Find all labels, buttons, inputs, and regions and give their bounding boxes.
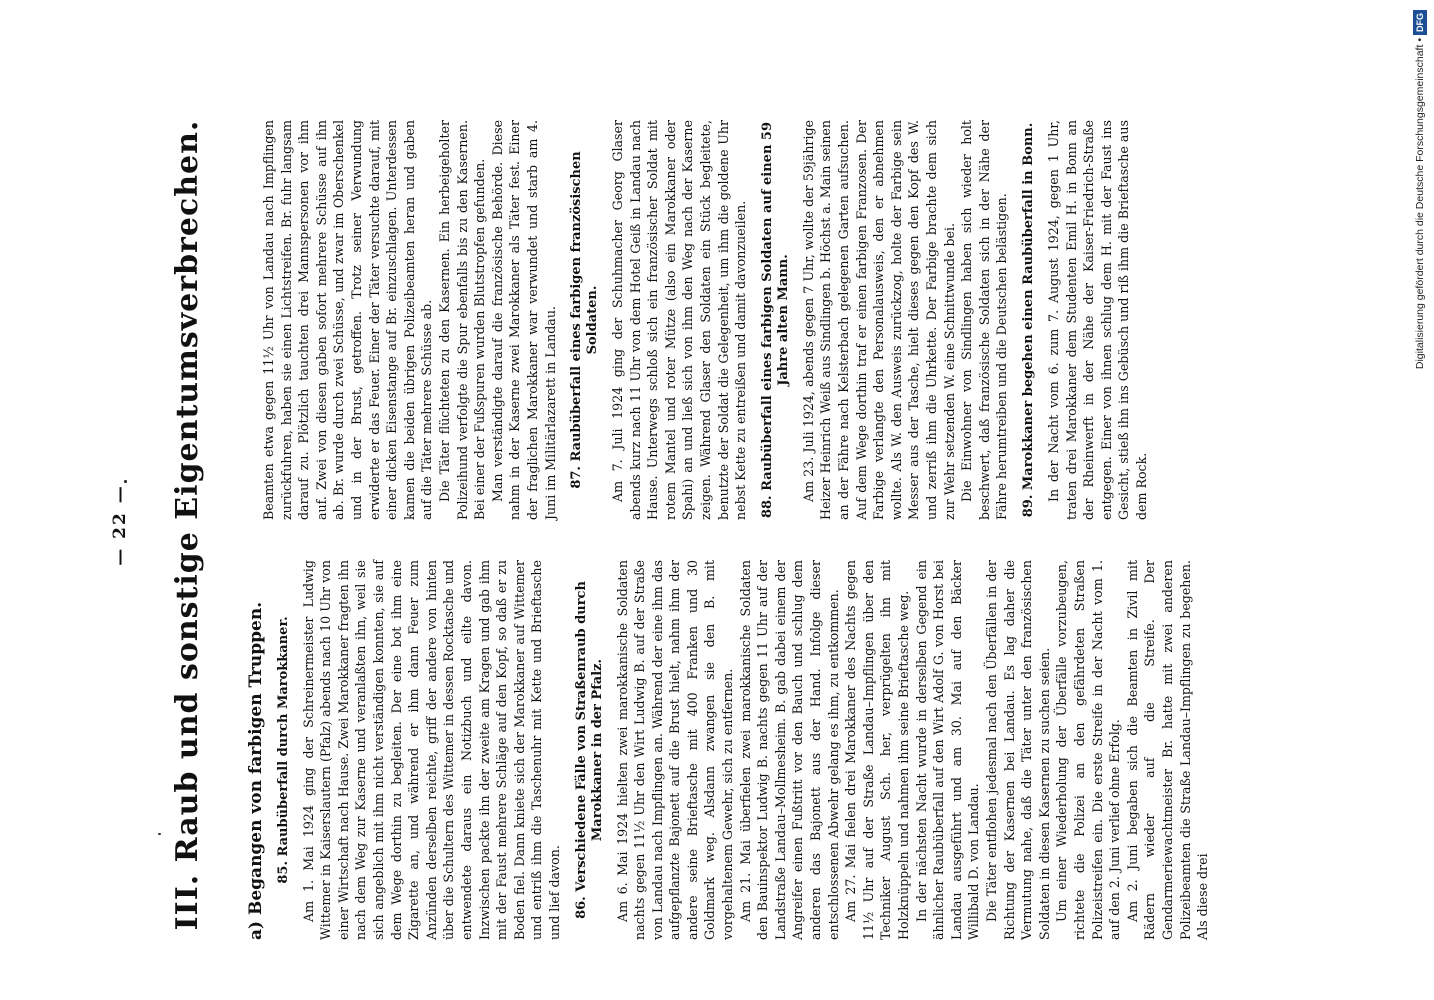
case-86-paragraph: Am 2. Juni begaben sich die Beamten in Zivil mit Rädern wieder auf die Streife. Der Gendarmeriewachtmeister Br. hatte mit zwei anderen Polizeibeamten die Straße Landau–Impflingen zu begehen. Als diese drei xyxy=(1124,560,1211,940)
case-88-heading: 88. Raubüberfall eines farbigen Soldaten auf einen 59 Jahre alten Mann. xyxy=(759,121,791,519)
chapter-title: III. Raub und sonstige Eigentumsverbrechen. xyxy=(170,119,205,931)
case-86-heading: 86. Verschiedene Fälle von Straßenraub durch Marokkaner in der Pfalz. xyxy=(573,581,605,919)
case-88-text: Die Einwohner von Sindlingen haben sich wieder holt beschwert, daß französische Soldaten sich in der Nähe der Fähre herumtreiben und die Deutschen belästigen. xyxy=(959,120,1010,520)
page-number: — 22 — xyxy=(110,484,130,566)
case-86-paragraph: Am 6. Mai 1924 hielten zwei marokkanische Soldaten nachts gegen 11½ Uhr den Wirt Ludwig B. auf der Straße von Landau nach Impflingen an. Während der eine ihm das aufgepflanzte Bajonett auf die Brust hielt, nahm ihm der andere seine Brieftasche mit 400 Franken und 30 Goldmark weg. Alsdann zwangen sie den B. mit vorgehaltenem Gewehr, sich zu entfernen. xyxy=(614,560,736,940)
scan-speck xyxy=(158,833,161,835)
case-86-paragraph: Die Täter entflohen jedesmal nach den Überfällen in der Richtung der Kasernen bei Landau. Es lag daher die Vermutung nahe, daß die Täter unter den französischen Soldaten in diesen Kasernen zu suchen seien. xyxy=(983,560,1052,940)
dfg-logo: DFG xyxy=(1413,10,1427,35)
case-89-text: In der Nacht vom 6. zum 7. August 1924, gegen 1 Uhr, traten drei Marokkaner dem Studenten Emil H. in Bonn an der Rheinwerft in der Nähe der Kaiser-Friedrich-Straße entgegen. Einer von ihnen schlug dem H. mit der Faust ins Gesicht, stieß ihn ins Gebüsch und riß ihm die Brieftasche aus dem Rock. xyxy=(1045,120,1149,520)
case-86-paragraph: Beamten etwa gegen 11½ Uhr von Landau nach Impflingen zurückfuhren, haben sie einen Lichtstreifen. Br. fuhr langsam darauf zu. Plötzlich tauchten drei Mannspersonen vor ihm auf. Zwei von diesen gaben sofort mehrere Schüsse auf ihn ab. Br. wurde durch zwei Schüsse, und zwar im Oberschenkel und in der Brust, getroffen. Trotz seiner Verwundung erwiderte er das Feuer. Einer der Täter versuchte darauf, mit einer dicken Eisenstange auf Br. einzuschlagen. Unterdessen kamen die beiden übrigen Polizeibeamten heran und gaben auf die Täter mehrere Schüsse ab. xyxy=(261,120,435,520)
section-heading: a) Begangen von farbigen Truppen. xyxy=(246,601,266,940)
case-86-paragraph: Am 21. Mai überfielen zwei marokkanische Soldaten den Bauinspektor Ludwig B. nachts gegen 11 Uhr auf der Landstraße Landau–Mollmesheim. B. gab dabei einem der Angreifer einen Fußtritt vor den Bauch und schlug dem anderen das Bajonett aus der Hand. Infolge dieser entschlossenen Abwehr gelang es ihm, zu entkommen. xyxy=(737,560,841,940)
case-86-paragraph: Man verständigte darauf die französische Behörde. Diese nahm in der Kaserne zwei Marokkaner als Täter fest. Einer der fraglichen Marokkaner war verwundet und starb am 4. Juni im Militärlazarett in Landau. xyxy=(489,120,558,520)
case-85-heading: 85. Raubüberfall durch Marokkaner. xyxy=(275,616,291,884)
rotated-book-page xyxy=(110,90,1270,960)
case-89-heading: 89. Marokkaner begehen einen Raubüberfall in Bonn. xyxy=(1020,122,1036,518)
case-85-text: Am 1. Mai 1924 ging der Schreinermeister Ludwig Wittemer in Kaiserslautern (Pfalz) abends nach 10 Uhr von einer Wirtschaft nach Hause. Zwei Marokkaner fragten ihn nach dem Weg zur Kaserne und veranlaßten ihn, weil sie sich angeblich mit ihm nicht verständigen konnten, sie auf dem Wege dorthin zu begleiten. Der eine bot ihm eine Zigarette an, und während er ihm dann Feuer zum Anzünden derselben reichte, griff der andere von hinten über die Schultern des Wittemer in dessen Rocktasche und entwendete daraus ein Notizbuch und eilte davon. Inzwischen packte ihn der zweite am Kragen und gab ihm mit der Faust mehrere Schläge auf den Kopf, so daß er zu Boden fiel. Dann kniete sich der Marokkaner auf Wittemer und entriß ihm die Taschenuhr mit Kette und Brieftasche und lief davon. xyxy=(300,560,562,940)
case-86-paragraph: Die Täter flüchteten zu den Kasernen. Ein herbeigeholter Polizeihund verfolgte die Spur ebenfalls bis zu den Kasernen. Bei einer der Fußspuren wurden Blutstropfen gefunden. xyxy=(436,120,488,520)
case-88-text: Am 23. Juli 1924, abends gegen 7 Uhr, wollte der 59jährige Heizer Heinrich Weiß aus Sindlingen b. Höchst a. Main seinen an der Fähre nach Kelsterbach gelegenen Garten aufsuchen. Auf dem Wege dorthin traf er einen farbigen Franzosen. Der Farbige verlangte den Personalausweis, den er abnehmen wollte. Als W. den Ausweis zurückzog, holte der Farbige sein Messer aus der Tasche, hielt dieses gegen den Kopf des W. und zerriß ihm die Uhrkette. Der Farbige brachte dem sich zur Wehr setzenden W. eine Schnittwunde bei. xyxy=(800,120,957,520)
case-86-paragraph: Um einer Wiederholung der Überfälle vorzubeugen, richtete die Polizei an den gefährdeten Straßen Polizeistreifen ein. Die erste Streife in der Nacht vom 1. auf den 2. Juni verlief ohne Erfolg. xyxy=(1054,560,1123,940)
case-86-paragraph: In der nächsten Nacht wurde in derselben Gegend ein ähnlicher Raubüberfall auf den Wirt Adolf G. von Horst bei Landau ausgeführt und am 30. Mai auf den Bäcker Willibald D. von Landau. xyxy=(913,560,982,940)
case-87-text: Am 7. Juli 1924 ging der Schuhmacher Georg Glaser abends kurz nach 11 Uhr von dem Hotel Geiß in Landau nach Hause. Unterwegs schloß sich ein französischer Soldat mit rotem Mantel und roter Mütze (also ein Marokkaner oder Spahi) an und ließ sich von ihm den Weg nach der Kaserne zeigen. Während Glaser den Soldaten ein Stück begleitete, benutzte der Soldat die Gelegenheit, um ihm die goldene Uhr nebst Kette zu entreißen und damit davonzueilen. xyxy=(610,120,749,520)
case-86-paragraph: Am 27. Mai fielen drei Marokkaner des Nachts gegen 11½ Uhr auf der Straße Landau–Impflingen über den Techniker August Sch. her, verprügelten ihn mit Holzknüppeln und nahmen ihm seine Brieftasche weg. xyxy=(843,560,911,940)
scan-speck xyxy=(124,480,127,483)
digitization-credit xyxy=(1412,10,1428,970)
right-column xyxy=(260,120,1151,520)
left-column xyxy=(248,560,1212,940)
credit-text: Digitalisierung gefördert durch die Deutsche Forschungsgemeinschaft • xyxy=(1414,38,1426,370)
case-87-heading: 87. Raubüberfall eines farbigen französischen Soldaten. xyxy=(569,151,601,489)
